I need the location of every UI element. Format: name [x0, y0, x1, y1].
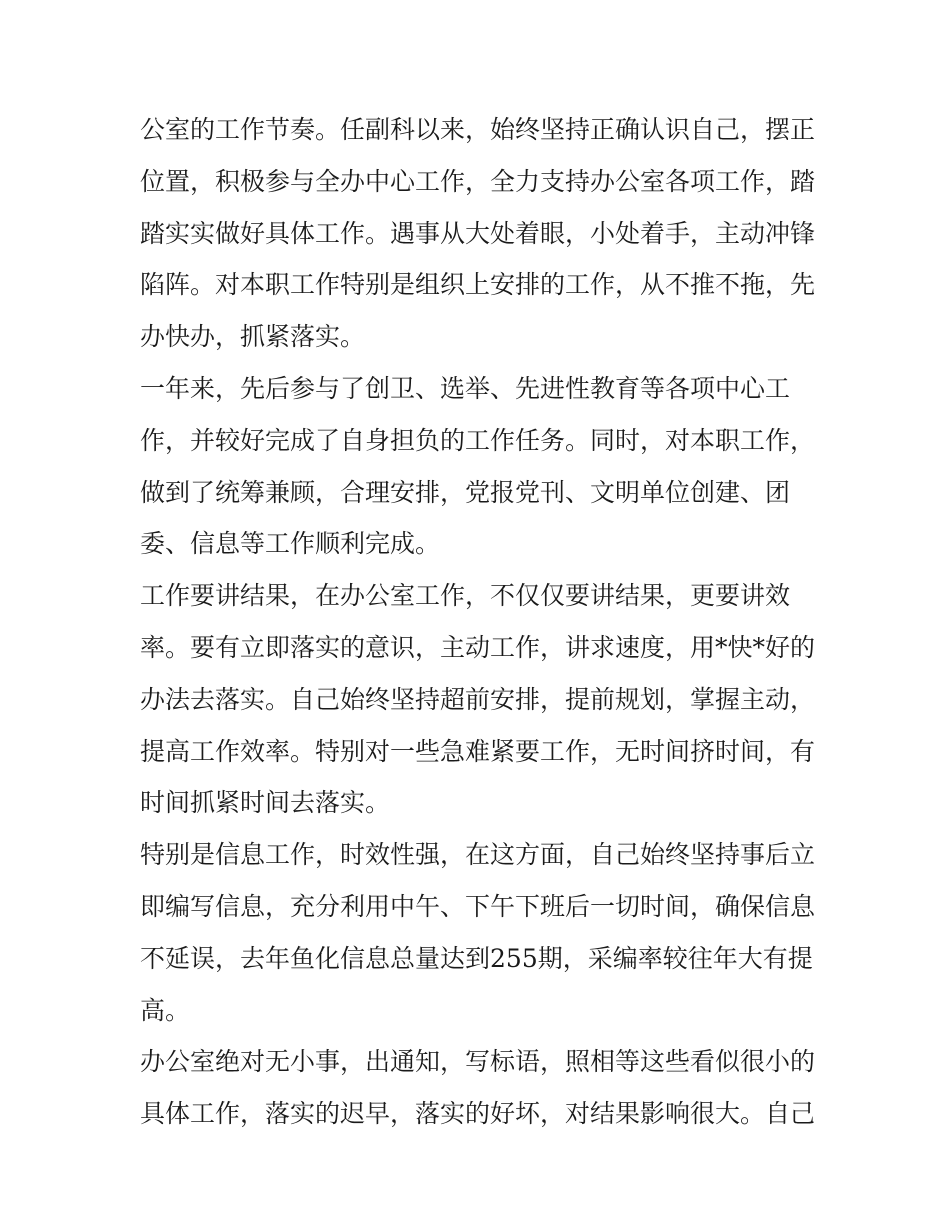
text-line: 委、信息等工作顺利完成。	[140, 529, 441, 559]
text-line: 率。要有立即落实的意识，主动工作，讲求速度，用*快*好的	[140, 632, 816, 662]
text-line: 提高工作效率。特别对一些急难紧要工作，无时间挤时间，有	[140, 736, 816, 766]
text-line: 不延误，去年鱼化信息总量达到255期，采编率较往年大有提	[140, 943, 813, 973]
text-line: 办公室绝对无小事，出通知，写标语，照相等这些看似很小的	[140, 1047, 816, 1077]
text-line: 工作要讲结果，在办公室工作，不仅仅要讲结果，更要讲效	[140, 581, 791, 611]
text-line: 陷阵。对本职工作特别是组织上安排的工作，从不推不拖，先	[140, 270, 816, 300]
text-line: 办快办，抓紧落实。	[140, 322, 366, 352]
document-body	[140, 104, 820, 1140]
text-line: 做到了统筹兼顾，合理安排，党报党刊、文明单位创建、团	[140, 477, 791, 507]
text-line: 公室的工作节奏。任副科以来，始终坚持正确认识自己，摆正	[140, 115, 816, 144]
text-line: 办法去落实。自己始终坚持超前安排，提前规划，掌握主动，	[140, 684, 816, 714]
text-line: 时间抓紧时间去落实。	[140, 788, 391, 818]
text-line: 即编写信息，充分利用中午、下午下班后一切时间，确保信息	[140, 891, 816, 921]
text-line: 特别是信息工作，时效性强，在这方面，自己始终坚持事后立	[140, 840, 816, 870]
text-line: 位置，积极参与全办中心工作，全力支持办公室各项工作，踏	[140, 166, 816, 196]
text-line: 高。	[140, 995, 191, 1025]
text-line: 踏实实做好具体工作。遇事从大处着眼，小处着手，主动冲锋	[140, 218, 816, 248]
text-line: 作，并较好完成了自身担负的工作任务。同时，对本职工作，	[140, 425, 816, 455]
text-line: 具体工作，落实的迟早，落实的好坏，对结果影响很大。自己	[140, 1099, 816, 1129]
text-line: 一年来，先后参与了创卫、选举、先进性教育等各项中心工	[140, 373, 791, 403]
